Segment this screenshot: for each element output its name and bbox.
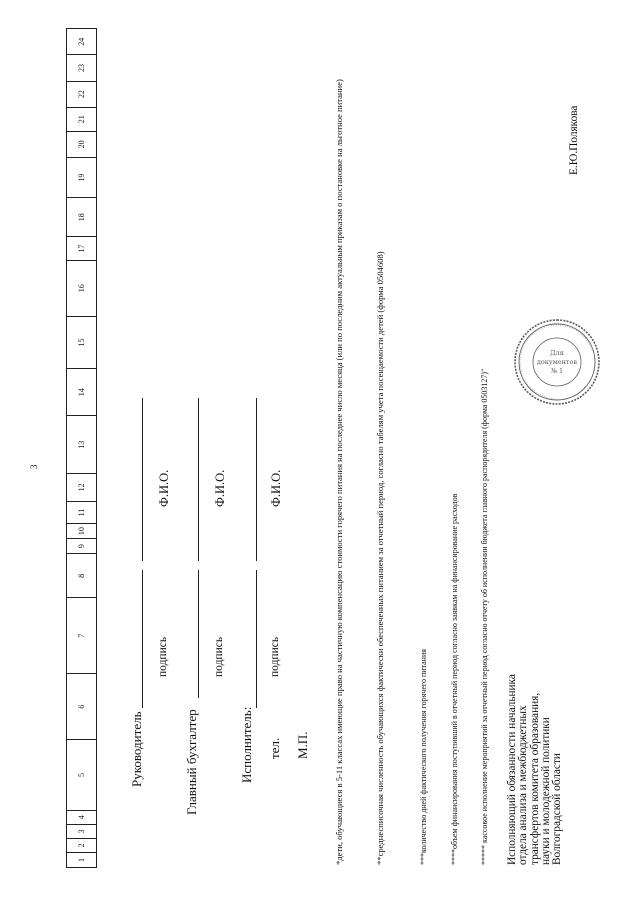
- official-name: Е.Ю.Полякова: [568, 105, 580, 175]
- column-number-cell: 23: [67, 55, 97, 81]
- column-number-cell: 19: [67, 157, 97, 197]
- column-number-cell: 5: [67, 740, 97, 810]
- column-number-cell: 4: [67, 810, 97, 824]
- column-number-cell: 15: [67, 316, 97, 368]
- head-signature-caption: подпись: [157, 636, 169, 677]
- column-number-cell: 7: [67, 598, 97, 673]
- official-title-line: науки и молодежной политики: [539, 717, 552, 865]
- head-signature-line: [142, 570, 143, 708]
- column-number-cell: 11: [67, 501, 97, 523]
- seal-text: № 1: [550, 367, 564, 375]
- column-number-cell: 9: [67, 539, 97, 554]
- seal-label: М.П.: [295, 731, 310, 759]
- column-number-cell: 18: [67, 198, 97, 237]
- column-number-cell: 13: [67, 416, 97, 473]
- seal-text: Для: [550, 349, 564, 357]
- executor-label: Исполнитель:: [239, 706, 254, 783]
- head-label: Руководитель: [129, 711, 144, 787]
- executor-signature-caption: подпись: [269, 636, 281, 677]
- chief-accountant-name-caption: Ф.И.О.: [213, 469, 227, 507]
- column-number-cell: 22: [67, 81, 97, 107]
- column-number-cell: 8: [67, 554, 97, 598]
- footnote-2: **среднесписочная численность обучающихся фактически обеспеченных питанием за отчетный период, согласно табелям учета посещаемости детей (форма 0504608): [375, 251, 385, 865]
- page-number: 3: [29, 464, 39, 469]
- executor-name-line: [256, 398, 257, 561]
- chief-accountant-name-line: [198, 398, 199, 561]
- head-name-line: [142, 398, 143, 561]
- column-number-cell: 21: [67, 107, 97, 131]
- executor-signature-line: [256, 570, 257, 708]
- chief-accountant-signature-caption: подпись: [213, 636, 225, 677]
- column-number-cell: 20: [67, 131, 97, 157]
- column-number-cell: 14: [67, 369, 97, 416]
- phone-label: тел.: [267, 737, 282, 759]
- column-number-cell: 3: [67, 824, 97, 838]
- column-number-cell: 17: [67, 237, 97, 260]
- official-title: [507, 674, 563, 865]
- head-name-caption: Ф.И.О.: [157, 469, 171, 507]
- chief-accountant-signature-line: [198, 570, 199, 698]
- column-number-row: [67, 29, 97, 868]
- seal-text: документов: [536, 358, 578, 366]
- chief-accountant-label: Главный бухгалтер: [184, 709, 199, 815]
- official-title-line: Исполняющий обязанности начальника: [506, 674, 518, 865]
- official-title-line: Волгоградской области: [551, 753, 564, 865]
- official-title-line: трансфертов комитета образования,: [528, 692, 541, 865]
- executor-name-caption: Ф.И.О.: [269, 469, 283, 507]
- column-number-table: [66, 28, 97, 868]
- footnote-1: *дети, обучающиеся в 5-11 классах имеющие право на частичную компенсацию стоимости горячего питания на последнее число месяца (или по последним актуальным приказам о постановке на льготное питание): [334, 79, 344, 865]
- svg-text:······························: ·····································································: [517, 322, 595, 402]
- footnote-5: ***** кассовое исполнение мероприятий за отчетный период согласно отчету об исполнении бюджета главного распорядителя (форма 0503127)": [480, 368, 489, 865]
- column-number-cell: 24: [67, 29, 97, 55]
- column-number-cell: 16: [67, 260, 97, 316]
- column-number-cell: 6: [67, 673, 97, 739]
- footnote-3: ***количество дней фактического получения горячего питания: [419, 649, 428, 865]
- column-number-cell: 10: [67, 524, 97, 539]
- column-number-cell: 2: [67, 838, 97, 852]
- footnote-4: ****объем финансирования поступивший в отчетный период согласно заявкам на финансирование расходов: [450, 493, 459, 865]
- official-title-line: отдела анализа и межбюджетных: [517, 705, 530, 865]
- column-number-cell: 12: [67, 473, 97, 501]
- column-number-cell: 1: [67, 852, 97, 867]
- official-seal-stamp: [512, 317, 602, 407]
